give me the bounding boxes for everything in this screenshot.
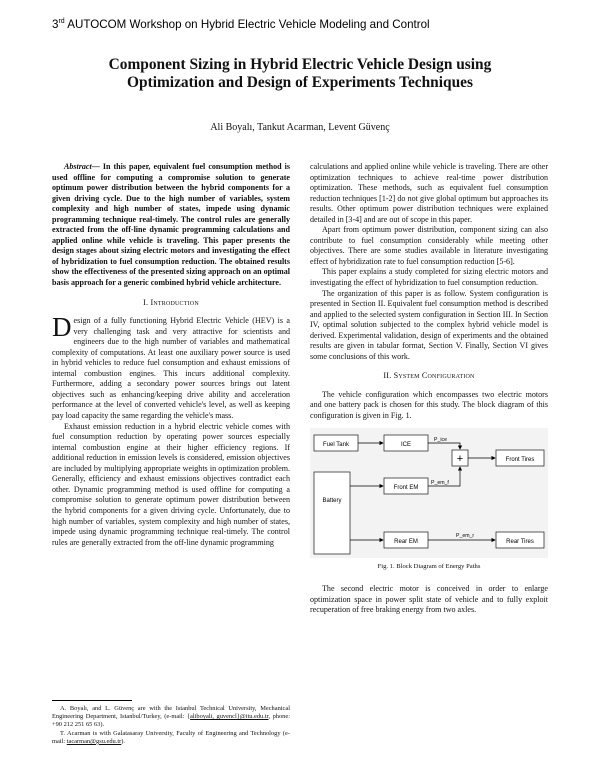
- block-diagram: [310, 428, 548, 558]
- email-link-itu[interactable]: aliboyali, guvencl}@itu.edu.tr: [190, 713, 269, 721]
- block-front-em-label: Front EM: [393, 484, 419, 491]
- abstract: Abstract— In this paper, equivalent fuel consumption method is used offline for computing a compromise solution to generate optimum power distribution between the hybrid components for a given driving cycle. Due to the high number of variables, system complexity and high number of states, impede using dynamic programming technique real-timely. The control rules are generally extracted from the off-line dynamic programming calculations and applied online while vehicle is traveling. This paper presents the design stages about sizing electric motors and investigating the effect of hybridization to fuel consumption reduction. The obtained results show the effectiveness of the presented sizing approach on an optimal basis approach for a generic combined hybrid vehicle architecture.: [52, 162, 290, 288]
- footnote-rule: [52, 700, 132, 701]
- authors: Ali Boyalı, Tankut Acarman, Levent Güvenç: [210, 122, 390, 133]
- system-paragraph-2: The second electric motor is conceived in order to enlarge optimization space in power split state of vehicle and to fully exploit recuperation of free braking energy from two axles.: [310, 584, 548, 615]
- sum-junction-label: +: [456, 452, 464, 465]
- block-rear-tires-label: Rear Tires: [506, 538, 534, 545]
- figure-1: [310, 428, 548, 558]
- intro-paragraph-5: This paper explains a study completed for sizing electric motors and investigating the effect of hybridization to fuel consumption reduction.: [310, 267, 548, 288]
- block-rear-em-label: Rear EM: [394, 538, 418, 545]
- footnote-1: A. Boyalı, and L. Güvenç are with the Istanbul Technical University, Mechanical Engineering Department, Istanbul/Turkey, (e-mail: {aliboyali, guvencl}@itu.edu.tr, phone: +90 212 251 65 63).: [52, 705, 290, 729]
- block-battery: [314, 472, 350, 554]
- paper-title: [60, 56, 540, 92]
- block-fuel-tank-label: Fuel Tank: [323, 441, 349, 448]
- abstract-label: Abstract: [64, 162, 92, 171]
- footnotes: [52, 700, 290, 746]
- block-battery-label: Battery: [322, 497, 342, 504]
- block-ice-label: ICE: [400, 441, 412, 448]
- email-link-gsu[interactable]: tacarman@gsu.edu.tr: [66, 737, 122, 745]
- signal-p-em-r: P_em_r: [456, 532, 475, 539]
- drop-cap: D: [52, 312, 72, 343]
- figure-caption: Fig. 1. Block Diagram of Energy Paths: [377, 562, 481, 570]
- intro-paragraph-4: Apart from optimum power distribution, component sizing can also contribute to fuel consumption considerably while meeting other objectives. There are some studies available in literature investigating effect of hybridization rate to fuel consumption reduction [5-6].: [310, 225, 548, 266]
- system-paragraph-1: The vehicle configuration which encompasses two electric motors and one battery pack is chosen for this study. The block diagram of this configuration is given in Fig. 1.: [310, 389, 548, 421]
- title-line-1: Component Sizing in Hybrid Electric Vehicle Design using: [108, 56, 492, 73]
- signal-p-ice: P_ice: [434, 436, 447, 443]
- left-column: [52, 162, 290, 548]
- section-heading-system-configuration: II. System Configuration: [383, 371, 475, 381]
- running-header: 3rd AUTOCOM Workshop on Hybrid Electric Vehicle Modeling and Control: [52, 18, 430, 31]
- intro-paragraph-3: calculations and applied online while vehicle is traveling. There are other optimization techniques to achieve real-time power distribution optimization. These methods, such as equivalent fuel consumption reduction techniques [1-2] do not give global optimum but approaches its results. Other optimum power distribution techniques were explained detailed in [3-4] and are out of scope in this paper.: [310, 162, 548, 224]
- signal-p-em-f: P_em_f: [431, 479, 449, 486]
- intro-paragraph-2: Exhaust emission reduction in a hybrid electric vehicle comes with fuel consumption reduction by operating power sources especially internal combustion engine at their higher efficiency regions. If additional reduction in emission levels is considered, emission objectives are included by multiplying appropriate weights in optimization problem. Generally, efficiency and exhaust emissions objectives contradict each other. Dynamic programming method is used offline for computing a compromise solution to generate optimum power distribution between the hybrid components for a given driving cycle. Unfortunately, due to high number of variables, system complexity and high number of states, impede using dynamic programming technique real-timely. The control rules are generally extracted from the off-line dynamic programming: [52, 421, 290, 547]
- right-column: [310, 162, 548, 616]
- footnote-2: T. Acarman is with Galatasaray University, Faculty of Engineering and Technology (e-mail: tacarman@gsu.edu.tr).: [52, 729, 290, 745]
- section-heading-introduction: I. Introduction: [143, 297, 199, 307]
- intro-paragraph-1: Design of a fully functioning Hybrid Electric Vehicle (HEV) is a very challenging task and very attractive for scientists and engineers due to the high number of variables and mathematical complexity of computations. At least one auxiliary power source is used in hybrid vehicles to reduce fuel consumption and exhaust emissions of internal combustion engines. This incurs additional complexity. Furthermore, adding a secondary power sources brings out latent objectives such as enhancing/keeping drive ability and acceleration performance at the level of converted vehicle's level, as well as keeping pay load capacity the same regarding the vehicle's mass.: [52, 312, 290, 421]
- block-front-tires-label: Front Tires: [505, 456, 535, 463]
- title-line-2: Optimization and Design of Experiments Techniques: [127, 74, 473, 91]
- intro-paragraph-6: The organization of this paper is as follow. System configuration is presented in Section II. Equivalent fuel consumption method is described and applied to the selected system configuration in Section III. In Section IV, optimal solution subjected to the complex hybrid vehicle model is derived. Experimental validation, design of experiments and the obtained results are given in tabular format, Section V. Finally, Section VI gives some conclusions of this work.: [310, 288, 548, 361]
